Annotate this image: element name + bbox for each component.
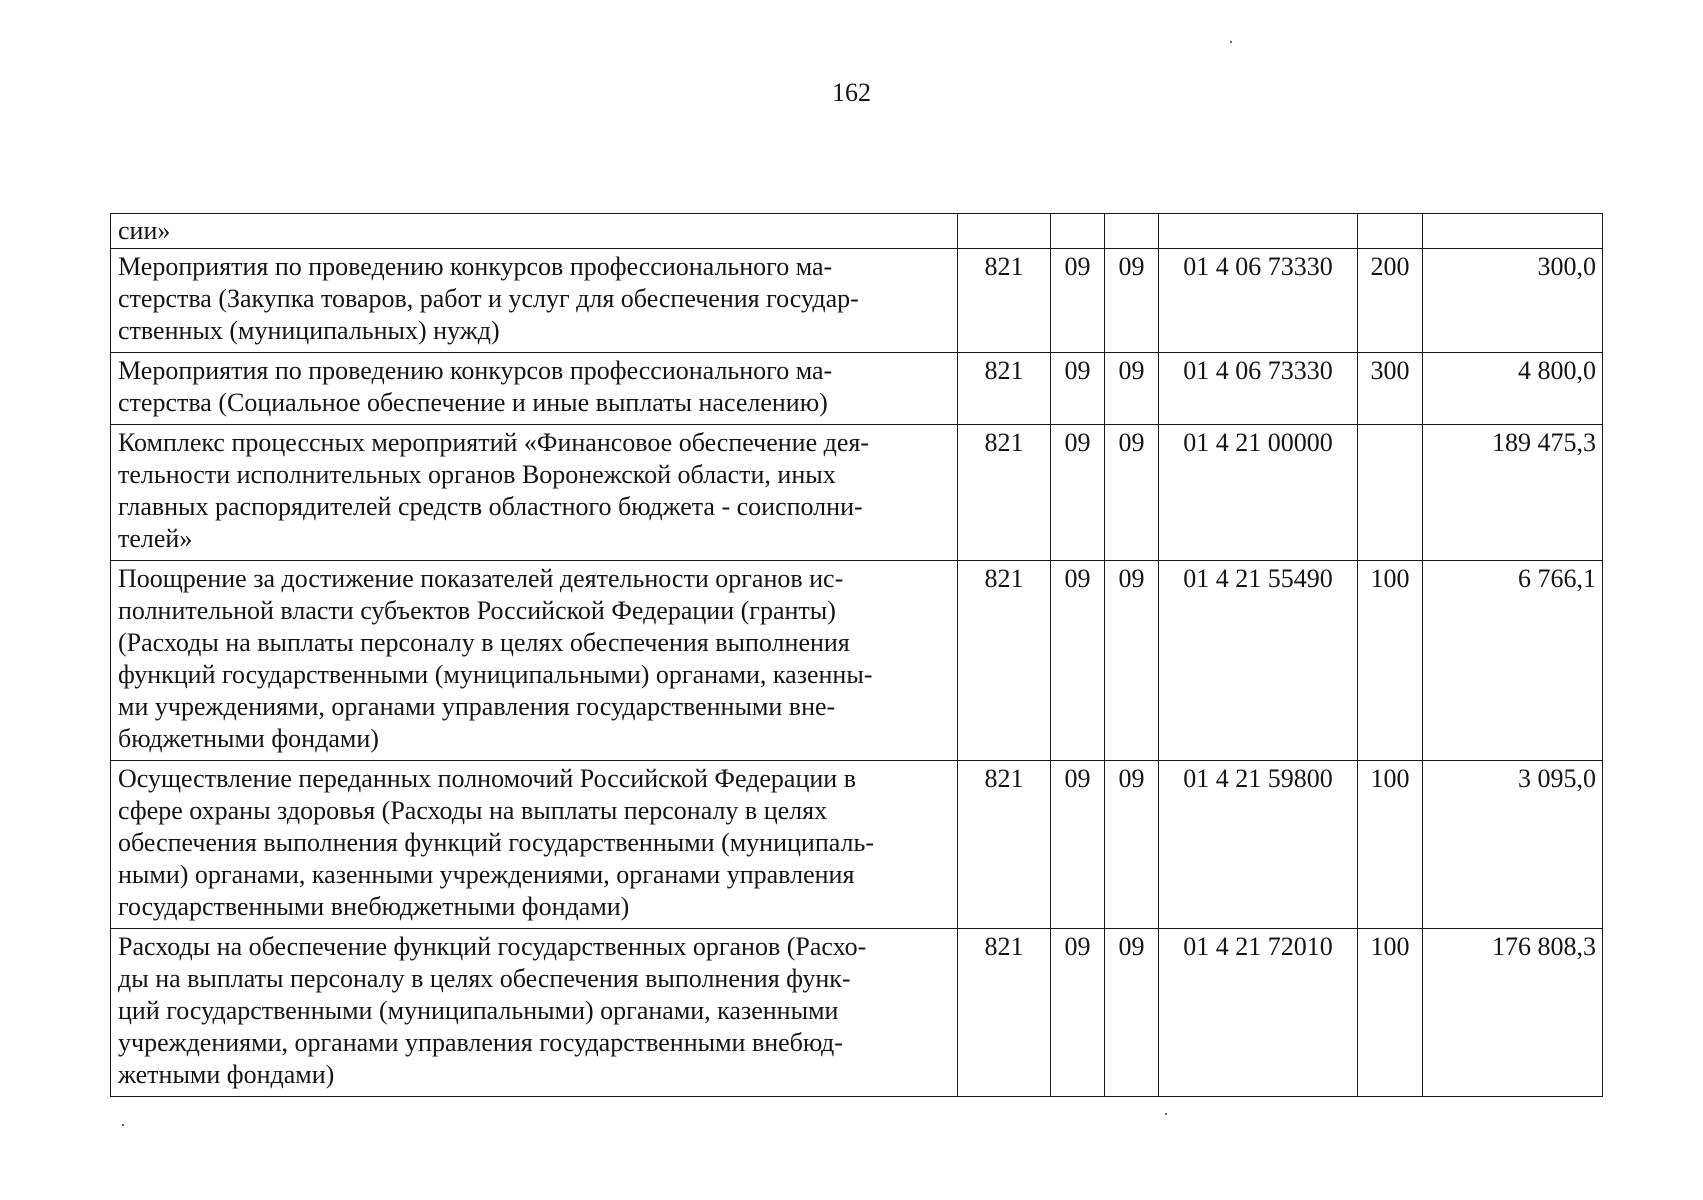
description-line: Мероприятия по проведению конкурсов профессионального ма- — [118, 252, 833, 281]
cell-subsection: 09 — [1105, 249, 1159, 353]
cell-section: 09 — [1051, 249, 1105, 353]
cell-subsection: 09 — [1105, 761, 1159, 929]
description-line: телей» — [118, 524, 193, 553]
cell-grbs: 821 — [958, 353, 1051, 425]
cell-section: 09 — [1051, 561, 1105, 761]
description-line: ными) органами, казенными учреждениями, органами управления — [118, 860, 855, 889]
cell-section — [1051, 214, 1105, 249]
scan-speck — [1165, 1113, 1167, 1115]
cell-section: 09 — [1051, 929, 1105, 1097]
table-row — [111, 425, 1603, 561]
cell-target-article: 01 4 06 73330 — [1159, 353, 1358, 425]
description-line: учреждениями, органами управления государственными внебюд- — [118, 1028, 843, 1057]
cell-expense-type — [1358, 425, 1423, 561]
description-line: ций государственными (муниципальными) органами, казенными — [118, 996, 839, 1025]
cell-amount: 176 808,3 — [1423, 929, 1603, 1097]
description-line: государственными внебюджетными фондами) — [118, 892, 630, 921]
table-row — [111, 929, 1603, 1097]
cell-amount: 3 095,0 — [1423, 761, 1603, 929]
table-row — [111, 249, 1603, 353]
cell-target-article: 01 4 21 00000 — [1159, 425, 1358, 561]
cell-amount: 6 766,1 — [1423, 561, 1603, 761]
cell-section: 09 — [1051, 353, 1105, 425]
cell-grbs — [958, 214, 1051, 249]
description-line: Комплекс процессных мероприятий «Финансовое обеспечение дея- — [118, 428, 870, 457]
cell-target-article: 01 4 06 73330 — [1159, 249, 1358, 353]
cell-description — [111, 214, 958, 249]
description-line: Поощрение за достижение показателей деятельности органов ис- — [118, 564, 844, 593]
cell-amount: 300,0 — [1423, 249, 1603, 353]
description-line: (Расходы на выплаты персоналу в целях обеспечения выполнения — [118, 628, 850, 657]
description-line: Осуществление переданных полномочий Российской Федерации в — [118, 764, 856, 793]
cell-target-article: 01 4 21 55490 — [1159, 561, 1358, 761]
table-row — [111, 561, 1603, 761]
cell-target-article — [1159, 214, 1358, 249]
cell-description — [111, 353, 958, 425]
cell-grbs: 821 — [958, 761, 1051, 929]
page-number: 162 — [832, 78, 871, 107]
description-line: ственных (муниципальных) нужд) — [118, 316, 500, 345]
cell-expense-type: 200 — [1358, 249, 1423, 353]
cell-grbs: 821 — [958, 425, 1051, 561]
cell-subsection: 09 — [1105, 561, 1159, 761]
cell-target-article: 01 4 21 72010 — [1159, 929, 1358, 1097]
cell-amount — [1423, 214, 1603, 249]
description-line: полнительной власти субъектов Российской Федерации (гранты) — [118, 596, 836, 625]
description-line: жетными фондами) — [118, 1060, 335, 1089]
description-line: тельности исполнительных органов Воронежской области, иных — [118, 460, 836, 489]
cell-subsection: 09 — [1105, 425, 1159, 561]
description-line: бюджетными фондами) — [118, 724, 379, 753]
description-line: главных распорядителей средств областного бюджета - соисполни- — [118, 492, 863, 521]
scan-speck — [1230, 41, 1232, 43]
description-line: обеспечения выполнения функций государственными (муниципаль- — [118, 828, 875, 857]
cell-expense-type: 100 — [1358, 761, 1423, 929]
cell-expense-type: 100 — [1358, 929, 1423, 1097]
cell-amount: 189 475,3 — [1423, 425, 1603, 561]
description-line: Мероприятия по проведению конкурсов профессионального ма- — [118, 356, 833, 385]
cell-subsection: 09 — [1105, 353, 1159, 425]
scan-speck — [122, 1124, 124, 1126]
description-line: стерства (Закупка товаров, работ и услуг для обеспечения государ- — [118, 284, 859, 313]
table-row — [111, 353, 1603, 425]
cell-grbs: 821 — [958, 561, 1051, 761]
cell-expense-type: 300 — [1358, 353, 1423, 425]
cell-amount: 4 800,0 — [1423, 353, 1603, 425]
cell-description — [111, 249, 958, 353]
description-line: ми учреждениями, органами управления государственными вне- — [118, 692, 836, 721]
description-line: ды на выплаты персоналу в целях обеспечения выполнения функ- — [118, 964, 851, 993]
cell-section: 09 — [1051, 761, 1105, 929]
cell-description — [111, 929, 958, 1097]
cell-target-article: 01 4 21 59800 — [1159, 761, 1358, 929]
cell-grbs: 821 — [958, 249, 1051, 353]
cell-section: 09 — [1051, 425, 1105, 561]
budget-table — [110, 213, 1603, 1097]
table-row — [111, 214, 1603, 249]
cell-description — [111, 425, 958, 561]
budget-table-body — [111, 214, 1603, 1097]
description-line: сфере охраны здоровья (Расходы на выплаты персоналу в целях — [118, 796, 828, 825]
description-line: функций государственными (муниципальными) органами, казенны- — [118, 660, 873, 689]
cell-subsection — [1105, 214, 1159, 249]
table-row — [111, 761, 1603, 929]
description-line: Расходы на обеспечение функций государственных органов (Расхо- — [118, 932, 867, 961]
description-line: стерства (Социальное обеспечение и иные выплаты населению) — [118, 388, 828, 417]
cell-expense-type — [1358, 214, 1423, 249]
cell-expense-type: 100 — [1358, 561, 1423, 761]
cell-subsection: 09 — [1105, 929, 1159, 1097]
cell-description — [111, 561, 958, 761]
cell-description — [111, 761, 958, 929]
cell-grbs: 821 — [958, 929, 1051, 1097]
description-line: сии» — [118, 216, 171, 245]
